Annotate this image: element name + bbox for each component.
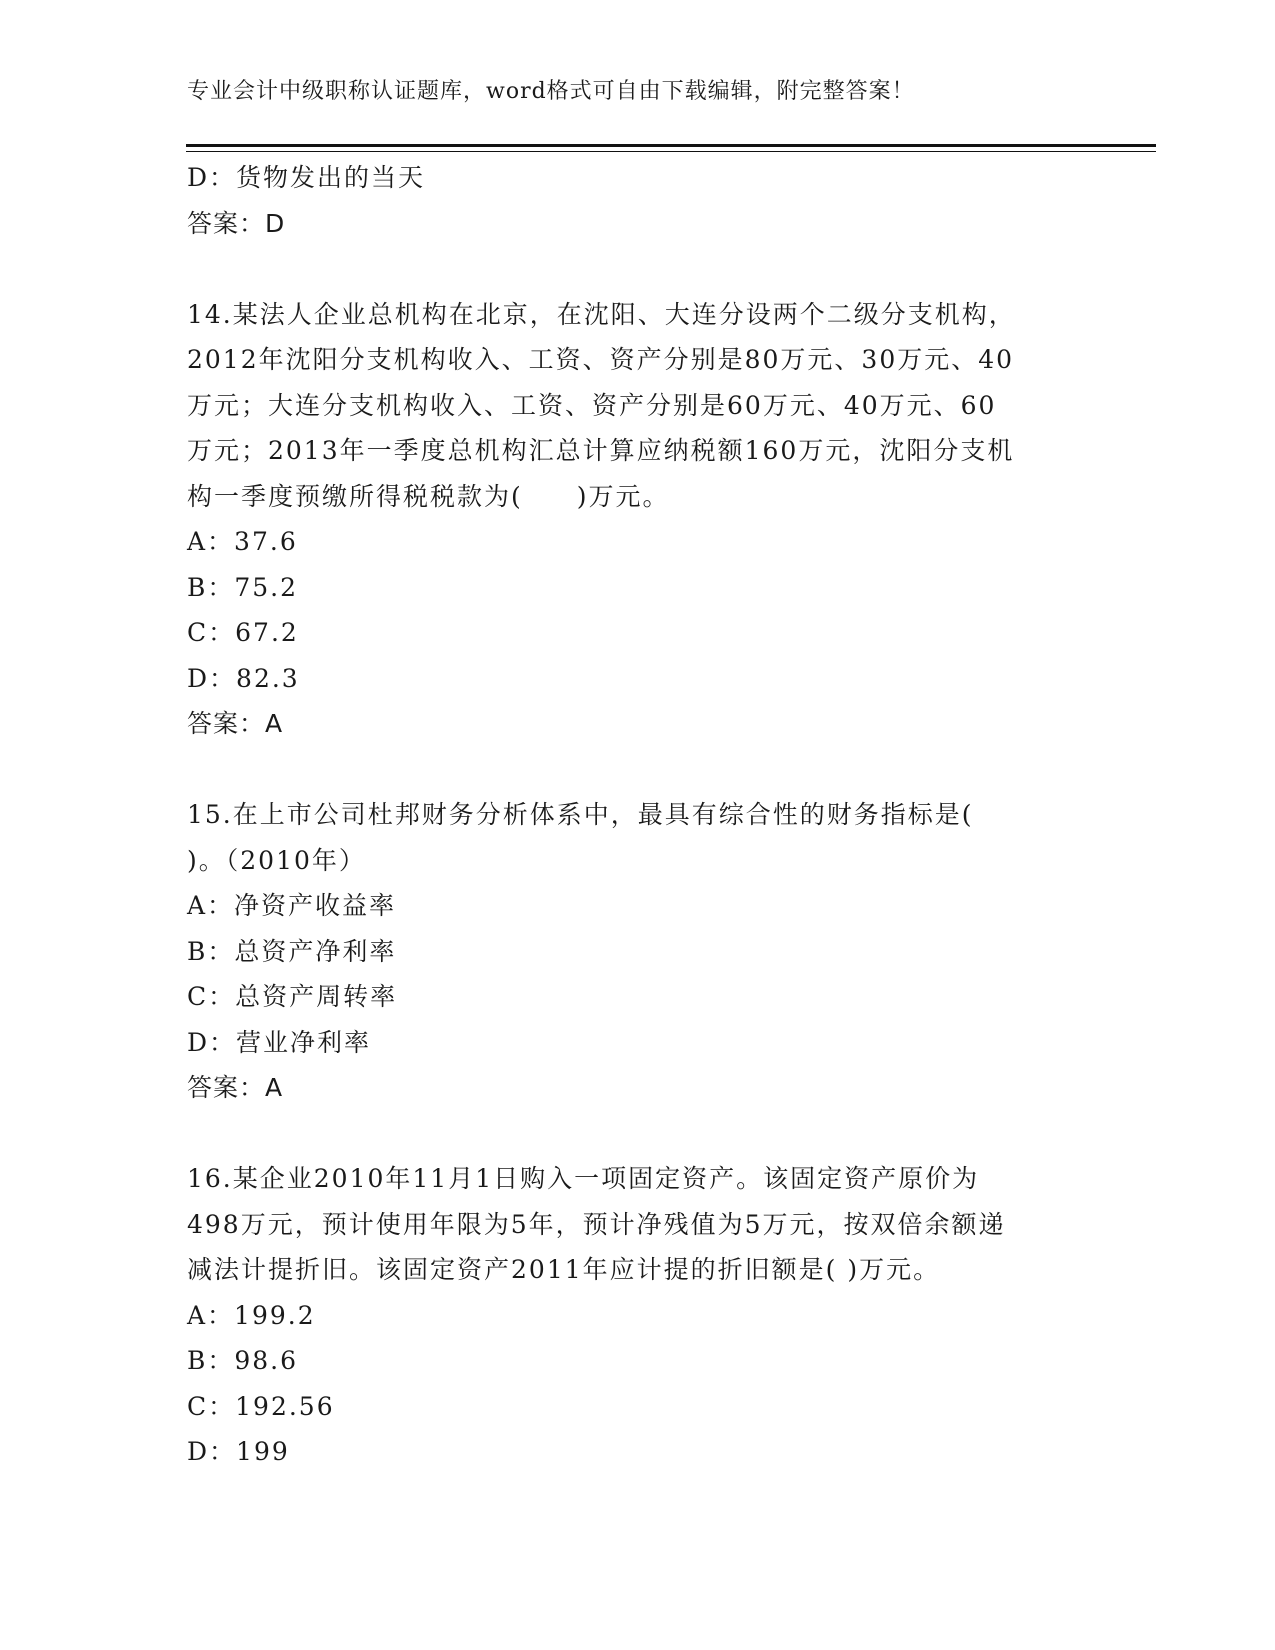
option-c: C：67.2: [187, 618, 299, 647]
option-a: A：199.2: [187, 1300, 316, 1330]
question-text-line: 2012年沈阳分支机构收入、工资、资产分别是80万元、30万元、40: [187, 345, 1015, 374]
question-text-line: 万元；大连分支机构收入、工资、资产分别是60万元、40万元、60: [187, 390, 997, 420]
option-b: B：98.6: [187, 1346, 299, 1375]
question-text-line: 减法计提折旧。该固定资产2011年应计提的折旧额是( )万元。: [187, 1255, 941, 1284]
option-b: B：总资产净利率: [187, 936, 397, 966]
option-b: B：75.2: [187, 572, 299, 602]
question-text-line: 498万元，预计使用年限为5年，预计净残值为5万元，按双倍余额递: [187, 1209, 1006, 1239]
answer: 答案：A: [187, 1073, 284, 1102]
option-c: C：192.56: [187, 1391, 335, 1421]
question-text-line: 15.在上市公司杜邦财务分析体系中，最具有综合性的财务指标是(: [187, 800, 974, 829]
question-text-line: )。（2010年）: [187, 845, 366, 875]
question-text-line: 14.某法人企业总机构在北京，在沈阳、大连分设两个二级分支机构，: [187, 299, 1016, 329]
answer: 答案：A: [187, 709, 284, 738]
option-d: D：82.3: [187, 663, 300, 693]
spacer: [187, 1111, 1087, 1157]
option-a: A：37.6: [187, 527, 298, 556]
question-15: [187, 792, 1087, 1111]
document-body: [187, 155, 1087, 1475]
question-text-line: 万元；2013年一季度总机构汇总计算应纳税额160万元，沈阳分支机: [187, 436, 1015, 465]
prev-answer: 答案：D: [187, 208, 286, 238]
question-14: [187, 292, 1087, 747]
question-16: [187, 1156, 1087, 1475]
option-d: D：199: [187, 1437, 290, 1466]
option-c: C：总资产周转率: [187, 982, 398, 1011]
page-header: 专业会计中级职称认证题库，word格式可自由下载编辑，附完整答案！: [187, 79, 915, 104]
question-text-line: 构一季度预缴所得税税款为( )万元。: [187, 481, 670, 511]
option-d: D：营业净利率: [187, 1027, 372, 1057]
option-a: A：净资产收益率: [187, 891, 397, 920]
header-divider: [186, 144, 1156, 152]
spacer: [187, 747, 1087, 793]
question-text-line: 16.某企业2010年11月1日购入一项固定资产。该固定资产原价为: [187, 1164, 980, 1193]
prev-option-d: D：货物发出的当天: [187, 163, 426, 192]
spacer: [187, 246, 1087, 292]
